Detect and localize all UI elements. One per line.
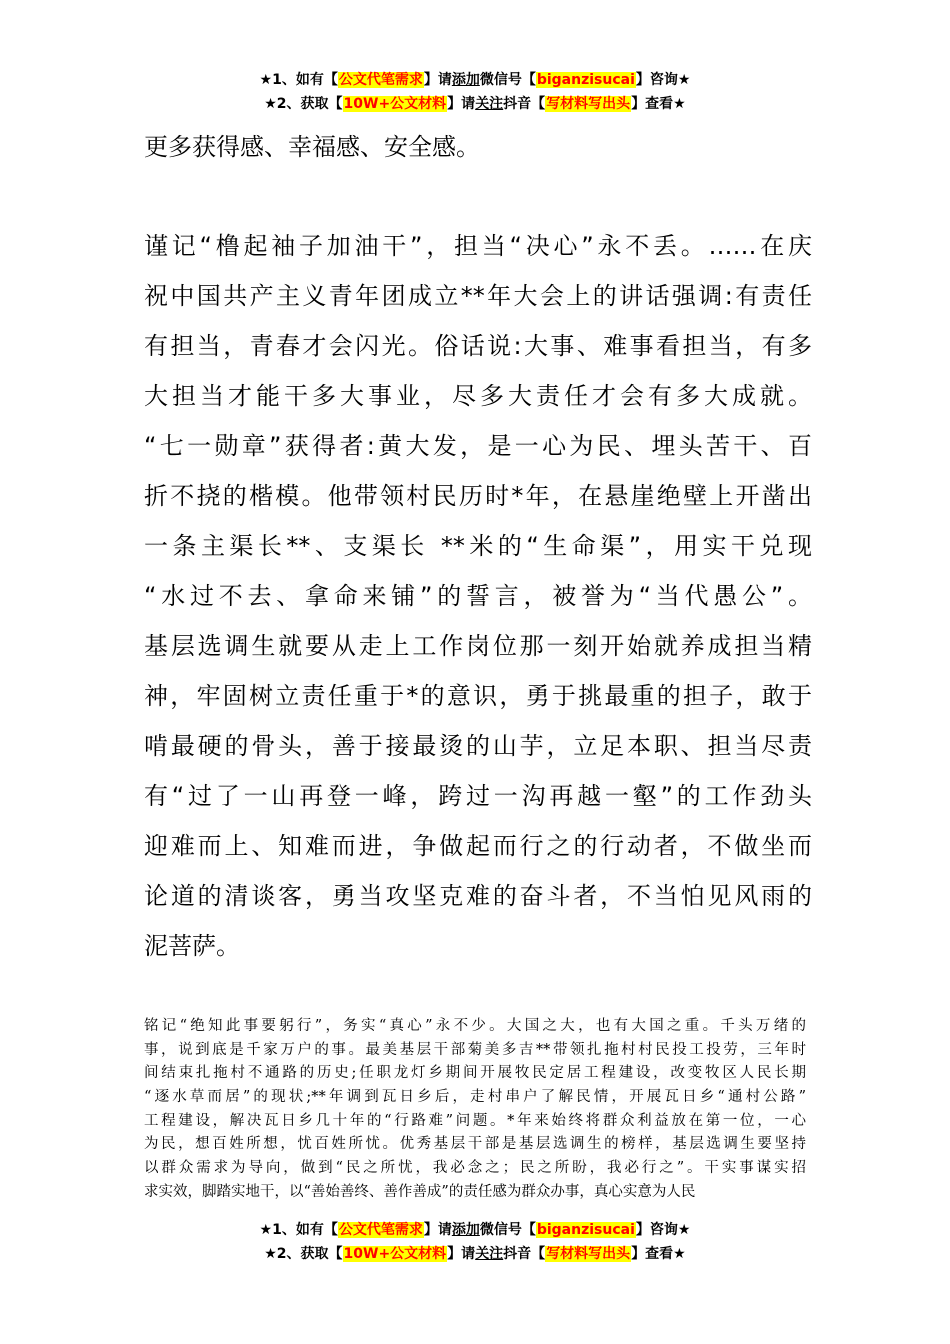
text-line: 论道的清谈客，勇当攻坚克难的奋斗者，不当怕见风雨的: [144, 882, 812, 910]
text-line: 铭记“绝知此事要躬行”，务实“真心”永不少。大国之大，也有大国之重。千头万绪的: [144, 1018, 806, 1034]
highlight-materials: 10W+公文材料: [343, 1246, 447, 1262]
banner-line-1: [0, 1218, 950, 1242]
banner-text: 】请: [423, 1222, 452, 1238]
highlight-douyin-account: 写材料写出头: [546, 1246, 631, 1262]
text-line: “逐水草而居”的现状;**年调到瓦日乡后，走村串户了解民情，开展瓦日乡“通村公路”: [144, 1089, 806, 1106]
banner-line-2: [0, 1242, 950, 1266]
text-line: 啃最硬的骨头，善于接最烫的山芋，立足本职、担当尽责: [144, 732, 812, 760]
highlight-douyin-account: 写材料写出头: [546, 96, 631, 112]
banner-text: ★2、获取【: [264, 1246, 343, 1262]
text-line: 谨记“橹起袖子加油干”，担当“决心”永不丢。……在庆: [144, 232, 812, 260]
text-line: 求实效，脚踏实地干，以“善始善终、善作善成”的责任感为群众办事，真心实意为人民: [144, 1183, 696, 1200]
text-line: “水过不去、拿命来铺”的誓言，被誉为“当代愚公”。: [144, 582, 812, 610]
banner-text: 】请: [447, 1246, 476, 1262]
banner-text: ★2、获取【: [264, 96, 343, 112]
intro-paragraph: [144, 122, 812, 172]
banner-text: 抖音【: [503, 96, 546, 112]
text-line: 神，牢固树立责任重于*的意识，勇于挑最重的担子，敢于: [144, 682, 812, 710]
text-line: 更多获得感、幸福感、安全感。: [144, 133, 480, 161]
banner-text: ★1、如有【: [259, 1222, 338, 1238]
banner-underlined-add: 添加: [451, 1222, 480, 1238]
banner-text: 】请: [423, 72, 452, 88]
text-line: 大担当才能干多大事业，尽多大责任才会有多大成就。: [144, 382, 812, 410]
highlight-ghostwriting: 公文代笔需求: [338, 72, 423, 88]
text-line: 一条主渠长**、支渠长 **米的“生命渠”，用实干兑现: [144, 532, 812, 560]
text-line: 以群众需求为导向，做到“民之所忧，我必念之；民之所盼，我必行之”。干实事谋实招: [144, 1160, 806, 1177]
text-line: 迎难而上、知难而进，争做起而行之的行动者，不做坐而: [144, 832, 812, 860]
banner-text: ★1、如有【: [259, 72, 338, 88]
paragraph-responsibility: [144, 221, 812, 971]
text-line: 间结束扎拖村不通路的历史;任职龙灯乡期间开展牧民定居工程建设，改变牧区人民长期: [144, 1065, 806, 1082]
footer-banner: [0, 1218, 950, 1266]
banner-underlined-follow: 关注: [475, 1246, 504, 1262]
banner-text: 】咨询★: [635, 1222, 691, 1238]
text-line: 事，说到底是千家万户的事。最美基层干部菊美多吉**带领扎拖村村民投工投劳，三年时: [144, 1041, 806, 1058]
banner-line-2: [0, 92, 950, 116]
banner-underlined-add: 添加: [451, 72, 480, 88]
banner-text: 微信号【: [479, 1222, 536, 1238]
text-line: 泥菩萨。: [144, 932, 240, 960]
highlight-wechat-id: biganzisucai: [536, 1222, 635, 1238]
highlight-materials: 10W+公文材料: [343, 96, 447, 112]
text-line: 有“过了一山再登一峰，跨过一沟再越一壑”的工作劲头: [144, 782, 812, 810]
banner-text: 】咨询★: [635, 72, 691, 88]
banner-text: 】查看★: [631, 1246, 686, 1262]
text-line: 工程建设，解决瓦日乡几十年的“行路难”问题。*年来始终将群众利益放在第一位，一心: [144, 1112, 806, 1129]
highlight-ghostwriting: 公文代笔需求: [338, 1222, 423, 1238]
banner-text: 抖音【: [503, 1246, 546, 1262]
highlight-wechat-id: biganzisucai: [536, 72, 635, 88]
text-line: 折不挠的楷模。他带领村民历时*年，在悬崖绝壁上开凿出: [144, 482, 812, 510]
text-line: 祝中国共产主义青年团成立**年大会上的讲话强调:有责任: [144, 282, 812, 310]
text-line: 基层选调生就要从走上工作岗位那一刻开始就养成担当精: [144, 632, 812, 660]
banner-text: 】查看★: [631, 96, 686, 112]
text-line: 有担当，青春才会闪光。俗话说:大事、难事看担当，有多: [144, 332, 812, 360]
banner-text: 微信号【: [479, 72, 536, 88]
text-line: “七一勋章”获得者:黄大发，是一心为民、埋头苦干、百: [144, 432, 812, 460]
text-line: 为民，想百姓所想，忧百姓所忧。优秀基层干部是基层选调生的榜样，基层选调生要坚持: [144, 1136, 806, 1153]
paragraph-pragmatism: [144, 1015, 806, 1205]
header-banner: [0, 68, 950, 116]
banner-line-1: [0, 68, 950, 92]
banner-text: 】请: [447, 96, 476, 112]
banner-underlined-follow: 关注: [475, 96, 504, 112]
